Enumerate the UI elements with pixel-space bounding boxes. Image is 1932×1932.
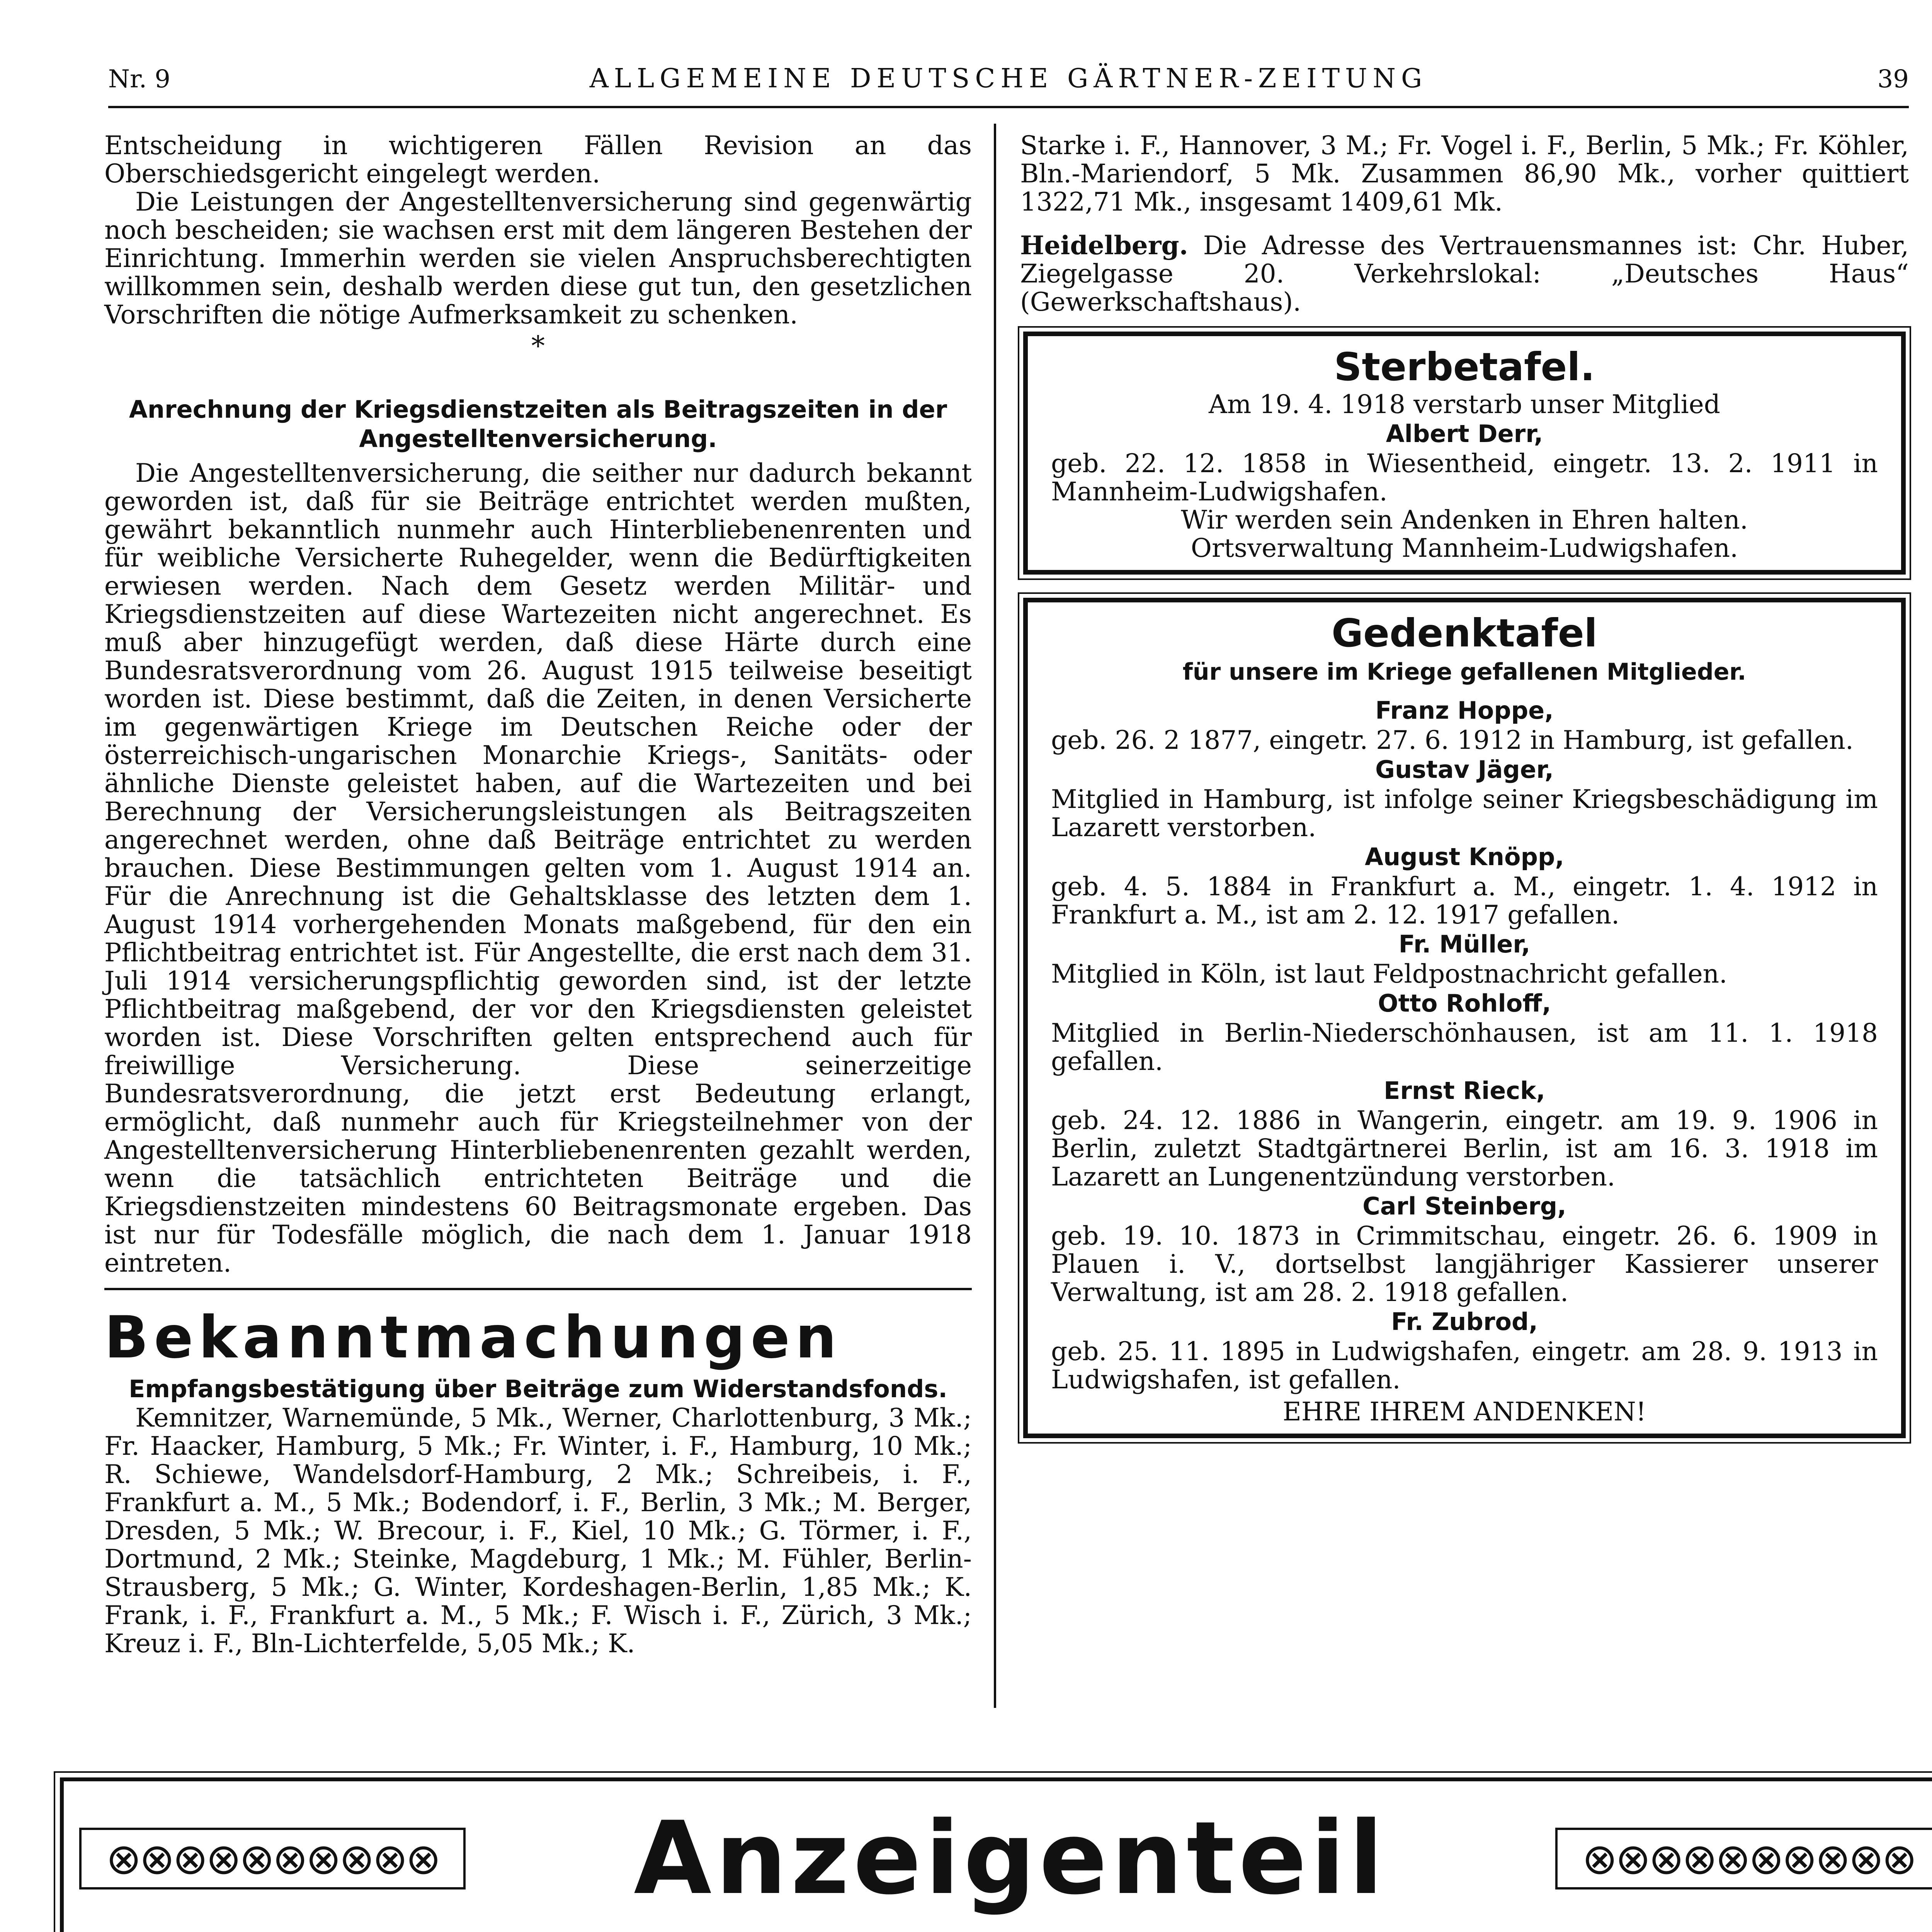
memorial-text: geb. 26. 2 1877, eingetr. 27. 6. 1912 in Hamburg, ist gefallen. xyxy=(1051,725,1854,755)
article-title: Anrechnung der Kriegsdienstzeiten als Beitragszeiten in der Angestelltenversicherung. xyxy=(129,395,947,453)
column-rule xyxy=(994,124,996,1708)
heidelberg-text: Die Adresse des Vertrauensmannes ist: Chr. Huber, Ziegelgasse 20. Verkehrslokal: „Deutsches Haus“ (Gewerkschaftshaus). xyxy=(1020,231,1909,317)
memorial-text: Mitglied in Köln, ist laut Feldpostnachricht gefallen. xyxy=(1051,959,1728,989)
memorial-name: Gustav Jäger, xyxy=(1375,755,1554,784)
memorial-subtitle: für unsere im Kriege gefallenen Mitglieder. xyxy=(1182,658,1747,685)
heidelberg-notice xyxy=(1020,231,1909,316)
issue-number: Nr. 9 xyxy=(108,65,170,94)
obituary-title: Sterbetafel. xyxy=(1334,344,1595,389)
memorial-title: Gedenktafel xyxy=(1332,611,1597,656)
memorial-text: geb. 4. 5. 1884 in Frankfurt a. M., eingetr. 1. 4. 1912 in Frankfurt a. M., ist am 2. 12. 1917 gefallen. xyxy=(1051,872,1878,930)
page-header xyxy=(108,62,1909,108)
newspaper-title: ALLGEMEINE DEUTSCHE GÄRTNER-ZEITUNG xyxy=(589,63,1428,94)
intro-text: Entscheidung in wichtigeren Fällen Revision an das Oberschiedsgericht eingelegt werden. xyxy=(104,131,972,189)
memorial-name: Franz Hoppe, xyxy=(1375,696,1554,724)
announcements-title: Bekanntmachungen xyxy=(104,1304,842,1371)
memorial-text: geb. 25. 11. 1895 in Ludwigshafen, eingetr. am 28. 9. 1913 in Ludwigshafen, ist gefallen. xyxy=(1051,1337,1878,1395)
obituary-name: Albert Derr, xyxy=(1386,420,1543,448)
announcements-subtitle: Empfangsbestätigung über Beiträge zum Widerstandsfonds. xyxy=(129,1375,947,1403)
announcements-body: Kemnitzer, Warnemünde, 5 Mk., Werner, Charlottenburg, 3 Mk.; Fr. Haacker, Hamburg, 5 Mk.; Fr. Winter, i. F., Hamburg, 10 Mk.; R. Schiewe, Wandelsdorf-Hamburg, 2 Mk.; Schreibeis, i. F., Frankfurt a. M., 5 Mk.; Bodendorf, i. F., Berlin, 3 Mk.; M. Berger, Dresden, 5 Mk.; W. Brecour, i. F., Kiel, 10 Mk.; G. Törmer, i. F., Dortmund, 2 Mk.; Steinke, Magdeburg, 1 Mk.; M. Fühler, Berlin-Strausberg, 5 Mk.; G. Winter, Kordeshagen-Berlin, 1,85 Mk.; K. Frank, i. F., Frankfurt a. M., 5 Mk.; F. Wisch i. F., Zürich, 3 Mk.; Kreuz i. F., Bln-Lichterfelde, 5,05 Mk.; K. xyxy=(104,1403,972,1658)
obituary-details: geb. 22. 12. 1858 in Wiesentheid, eingetr. 13. 2. 1911 in Mannheim-Ludwigshafen. xyxy=(1051,449,1878,507)
ads-banner-title: Anzeigenteil xyxy=(634,1800,1387,1917)
memorial-text: Mitglied in Hamburg, ist infolge seiner Kriegsbeschädigung im Lazarett verstorben. xyxy=(1051,784,1878,842)
memorial-name: Ernst Rieck, xyxy=(1384,1077,1545,1105)
article-body: Die Angestelltenversicherung, die seither nur dadurch bekannt geworden ist, daß für sie Beiträge entrichtet werden mußten, gewährt bekanntlich nunmehr auch Hinterbliebenenrenten und für weibliche Versicherte Ruhegelder, wenn die Bedürftigkeiten erwiesen werden. Nach dem Gesetz werden Militär- und Kriegsdienstzeiten auf diese Wartezeiten nicht angerechnet. Es muß aber hinzugefügt werden, daß diese Härte durch eine Bundesratsverordnung vom 26. August 1915 teilweise beseitigt worden ist. Diese bestimmt, daß die Zeiten, in denen Versicherte im gegenwärtigen Kriege im Deutschen Reiche oder der österreichisch-ungarischen Monarchie Kriegs-, Sanitäts- oder ähnliche Dienste geleistet haben, auf die Wartezeiten und bei Berechnung der Versicherungsleistungen als Beitragszeiten angerechnet werden, ohne daß Beiträge entrichtet zu werden brauchen. Diese Bestimmungen gelten vom 1. August 1914 an. Für die Anrechnung ist die Gehaltsklasse des letzten dem 1. August 1914 vorhergehenden Monats maßgebend, für den ein Pflichtbeitrag entrichtet ist. Für Angestellte, die erst nach dem 31. Juli 1914 versicherungspflichtig geworden sind, ist der letzte Pflichtbeitrag maßgebend, der vor den Kriegsdiensten geleistet worden ist. Diese Vorschriften gelten entsprechend auch für freiwillige Versicherung. Diese seinerzeitige Bundesratsverordnung, die jetzt erst Bedeutung erlangt, ermöglicht, daß nunmehr auch für Kriegsteilnehmer von der Angestelltenversicherung Hinterbliebenenrenten gezahlt werden, wenn die tatsächlich entrichteten Beiträge und die Kriegsdienstzeiten mindestens 60 Beitragsmonate ergeben. Das ist nur für Todesfälle möglich, die nach dem 1. Januar 1918 eintreten. xyxy=(104,458,972,1278)
memorial-name: Otto Rohloff, xyxy=(1378,989,1551,1017)
memorial-text: geb. 19. 10. 1873 in Crimmitschau, eingetr. 26. 6. 1909 in Plauen i. V., dortselbst langjähriger Kassierer unserer Verwaltung, ist am 28. 2. 1918 gefallen. xyxy=(1051,1221,1878,1307)
page-number: 39 xyxy=(1877,65,1909,94)
separator-star: * xyxy=(531,330,545,362)
obituary-remembrance: Wir werden sein Andenken in Ehren halten. xyxy=(1181,505,1748,535)
banner-ornament-right: ⊗⊗⊗⊗⊗⊗⊗⊗⊗⊗ xyxy=(1555,1828,1932,1889)
heidelberg-label: Heidelberg. xyxy=(1020,230,1188,260)
memorial-text: Mitglied in Berlin-Niederschönhausen, ist am 11. 1. 1918 gefallen. xyxy=(1051,1018,1878,1076)
memorial-footer: EHRE IHREM ANDENKEN! xyxy=(1282,1397,1646,1427)
banner-ornament-left: ⊗⊗⊗⊗⊗⊗⊗⊗⊗⊗ xyxy=(79,1828,466,1889)
memorial-name: Carl Steinberg, xyxy=(1362,1192,1566,1220)
donations-continued: Starke i. F., Hannover, 3 M.; Fr. Vogel i. F., Berlin, 5 Mk.; Fr. Köhler, Bln.-Mariendorf, 5 Mk. Zusammen 86,90 Mk., vorher quittiert 1322,71 Mk., insgesamt 1409,61 Mk. xyxy=(1020,131,1909,217)
memorial-name: Fr. Müller, xyxy=(1398,930,1531,958)
obituary-box xyxy=(1023,332,1906,575)
left-column xyxy=(104,131,972,1658)
obituary-signature: Ortsverwaltung Mannheim-Ludwigshafen. xyxy=(1190,533,1738,563)
paragraph: Die Leistungen der Angestelltenversicherung sind gegenwärtig noch bescheiden; sie wachsen erst mit dem längeren Bestehen der Einrichtung. Immerhin werden sie vielen Anspruchsberechtigten willkommen sein, deshalb werden diese gut tun, den gesetzlichen Vorschriften die nötige Aufmerksamkeit zu schenken. xyxy=(104,187,972,330)
memorial-list xyxy=(1051,695,1878,1394)
divider xyxy=(104,1288,972,1290)
memorial-text: geb. 24. 12. 1886 in Wangerin, eingetr. am 19. 9. 1906 in Berlin, zuletzt Stadtgärtnerei Berlin, ist am 16. 3. 1918 im Lazarett an Lungenentzündung verstorben. xyxy=(1051,1105,1878,1192)
ads-banner xyxy=(60,1777,1932,1932)
obituary-line: Am 19. 4. 1918 verstarb unser Mitglied xyxy=(1209,389,1720,419)
right-column xyxy=(1020,131,1909,1461)
memorial-box xyxy=(1023,598,1906,1438)
memorial-name: Fr. Zubrod, xyxy=(1391,1308,1538,1336)
memorial-name: August Knöpp, xyxy=(1365,843,1564,871)
